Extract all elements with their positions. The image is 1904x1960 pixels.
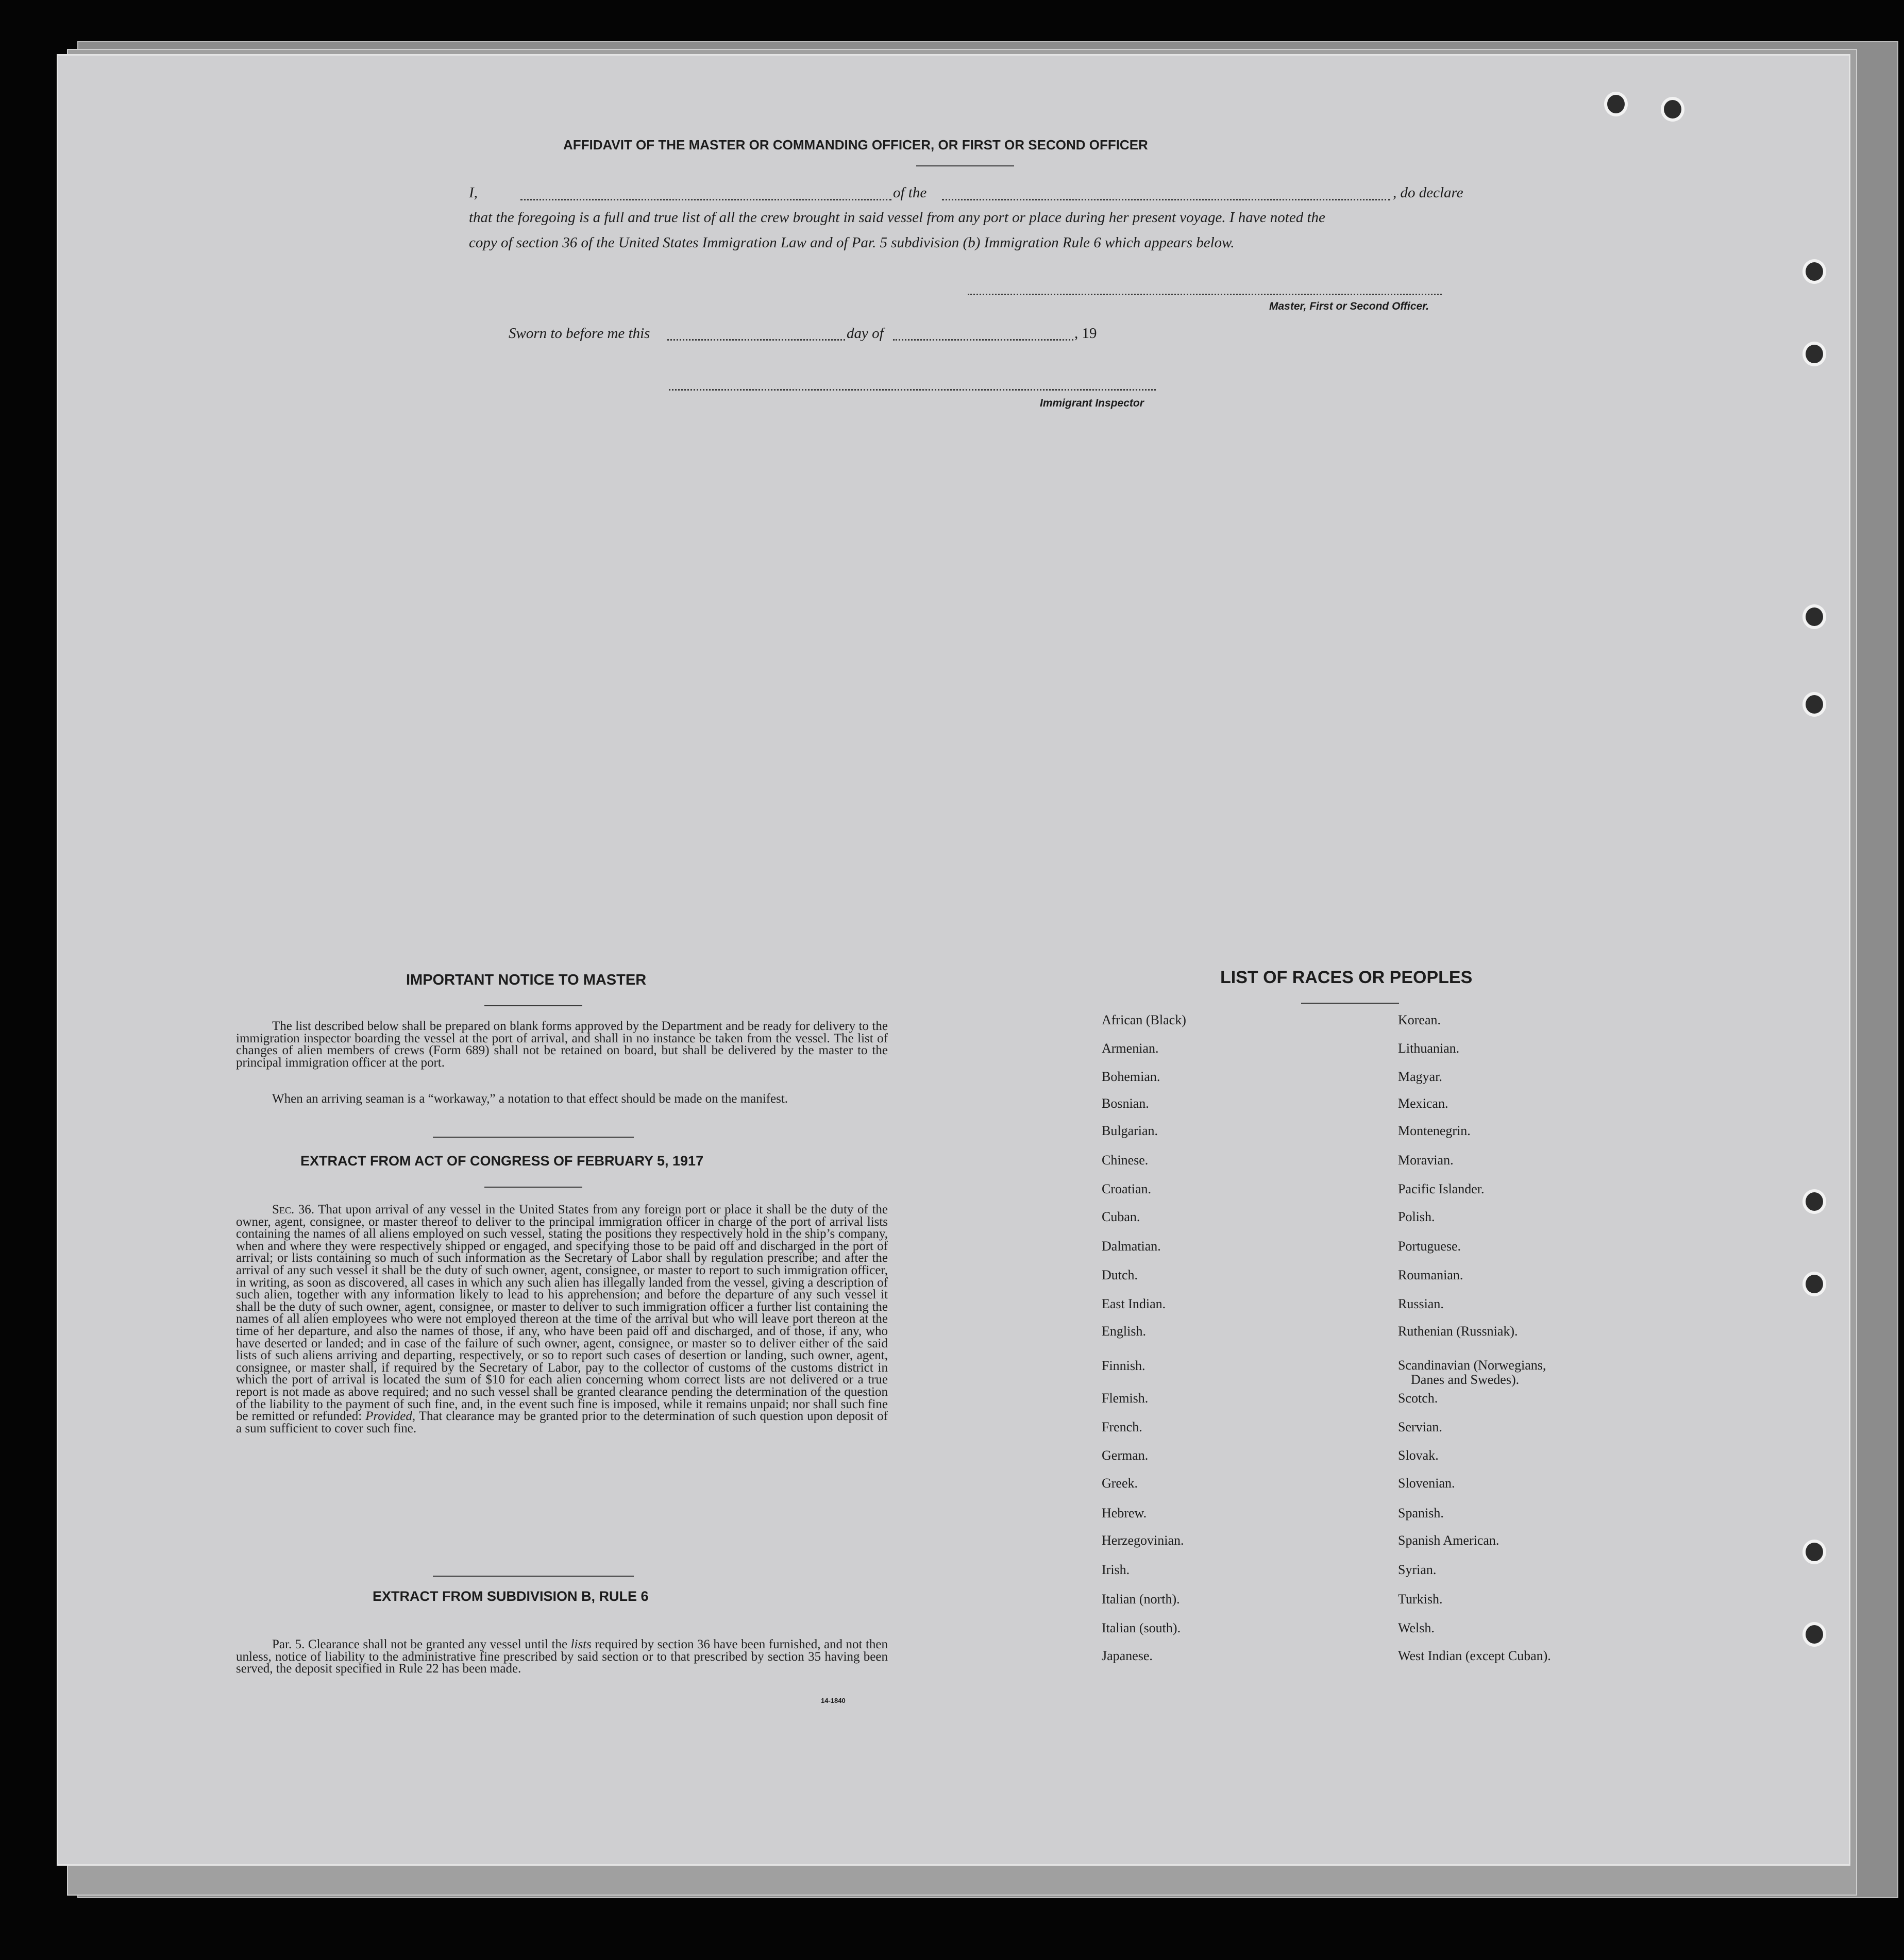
sworn-day-of: day of <box>847 325 884 342</box>
affidavit-declare: , do declare <box>1393 184 1463 201</box>
race-item: Pacific Islander. <box>1398 1181 1485 1196</box>
race-item: Spanish American. <box>1398 1533 1499 1548</box>
form-number: 14-1840 <box>821 1697 846 1704</box>
race-item: Bosnian. <box>1102 1096 1149 1111</box>
extract-act-title: EXTRACT FROM ACT OF CONGRESS OF FEBRUARY 5, 1917 <box>300 1153 704 1169</box>
affidavit-line-1 <box>469 184 478 201</box>
punch-hole-icon <box>1802 692 1826 717</box>
race-item: Welsh. <box>1398 1620 1435 1635</box>
race-item: Dutch. <box>1102 1268 1138 1282</box>
punch-hole-icon <box>1802 342 1826 366</box>
sworn-year: , 19 <box>1074 325 1097 342</box>
race-item: Japanese. <box>1102 1648 1153 1663</box>
name-blank[interactable] <box>520 199 891 200</box>
race-item: African (Black) <box>1102 1012 1186 1027</box>
race-item: German. <box>1102 1448 1149 1463</box>
punch-hole-icon <box>1802 604 1826 629</box>
race-item: French. <box>1102 1420 1142 1434</box>
vessel-blank[interactable] <box>942 199 1390 200</box>
divider <box>484 1187 582 1188</box>
race-item: Russian. <box>1398 1296 1444 1311</box>
affidavit-i: I, <box>469 184 478 201</box>
race-item: Slovak. <box>1398 1448 1439 1463</box>
race-item: Italian (south). <box>1102 1620 1181 1635</box>
section-label: Sec. 36. <box>272 1203 315 1216</box>
affidavit-title: AFFIDAVIT OF THE MASTER OR COMMANDING OFFICER, OR FIRST OR SECOND OFFICER <box>563 137 1148 153</box>
race-item: Korean. <box>1398 1012 1441 1027</box>
race-item: Magyar. <box>1398 1069 1442 1084</box>
punch-hole-icon <box>1802 1540 1826 1564</box>
divider <box>916 165 1014 166</box>
race-item: Cuban. <box>1102 1209 1140 1224</box>
extract-rule-text: Par. 5. Clearance shall not be granted any vessel until the lists required by section 36 have been furnished, and not then unless, notice of liability to the administrative fine prescribed by said section or to that prescribed by section 35 having been served, the deposit specified in Rule 22 has been made. <box>236 1637 888 1676</box>
divider <box>484 1005 582 1006</box>
race-item: Lithuanian. <box>1398 1041 1460 1056</box>
race-item: Syrian. <box>1398 1562 1437 1577</box>
extract-act-text: Sec. 36. That upon arrival of any vessel in the United States from any foreign port or place it shall be the duty of the owner, agent, consignee, or master thereof to deliver to the principal immigration officer in charge of the port of arrival lists containing the names of all aliens employed on such vessel, stating the positions they respectively hold in the ship’s company, when and where they were respectively shipped or engaged, and specifying those to be paid off and discharged in the port of arrival; or lists containing so much of such information as the Secretary of Labor shall by regulation prescribe; and after the arrival of any such vessel it shall be the duty of such owner, agent, consignee, or master to report to such immigration officer, in writing, as soon as discovered, all cases in which any such alien has illegally landed from the vessel, giving a description of such alien, together with any information likely to lead to his apprehension; and before the departure of any such vessel it shall be the duty of such owner, agent, consignee, or master to deliver to such immigration officer a further list containing the names of all alien employees who were not employed thereon at the time of the arrival but who will leave port thereon at the time of her departure, and also the names of those, if any, who have been paid off and discharged, and of those, if any, who have deserted or landed; and in case of the failure of such owner, agent, consignee, or master so to deliver either of the said lists of such aliens arriving and departing, respectively, or so to report such cases of desertion or landing, such owner, agent, consignee, or master shall, if required by the Secretary of Labor, pay to the collector of customs of the customs district in which the port of arrival is located the sum of $10 for each alien concerning whom correct lists are not delivered or a true report is not made as above required; and no such vessel shall be granted clearance pending the determination of the question of the liability to the payment of such fine, and, in the event such fine is imposed, while it remains unpaid; nor shall such fine be remitted or refunded: Provided, That clearance may be granted prior to the determination of such question upon deposit of a sum sufficient to cover such fine. <box>236 1203 888 1435</box>
race-item: Irish. <box>1102 1562 1130 1577</box>
race-item: Servian. <box>1398 1420 1442 1434</box>
extract-rule-title: EXTRACT FROM SUBDIVISION B, RULE 6 <box>373 1589 649 1604</box>
divider <box>433 1576 634 1577</box>
race-item: Armenian. <box>1102 1041 1159 1056</box>
punch-hole-icon <box>1661 97 1684 122</box>
sworn-day-blank[interactable] <box>667 339 845 341</box>
race-item: Moravian. <box>1398 1153 1454 1168</box>
inspector-caption: Immigrant Inspector <box>1040 397 1144 409</box>
notice-para-1: The list described below shall be prepared on blank forms approved by the Department and be ready for delivery to the immigration inspector boarding the vessel at the port of arrival, and shall in no instance be taken from the vessel. The list of changes of alien members of crews (Form 689) shall not be retained on board, but shall be delivered by the master to the principal immigration officer at the port. <box>236 1019 888 1070</box>
race-item: Italian (north). <box>1102 1592 1180 1607</box>
race-item: Spanish. <box>1398 1506 1444 1520</box>
race-item: Portuguese. <box>1398 1239 1461 1254</box>
race-item: Polish. <box>1398 1209 1435 1224</box>
punch-hole-icon <box>1604 92 1628 116</box>
inspector-blank[interactable] <box>669 389 1156 391</box>
notice-title: IMPORTANT NOTICE TO MASTER <box>406 972 647 988</box>
divider <box>433 1137 634 1138</box>
document-page <box>57 54 1850 1866</box>
race-item: Hebrew. <box>1102 1506 1147 1520</box>
race-item: Bohemian. <box>1102 1069 1160 1084</box>
sworn-month-blank[interactable] <box>893 339 1073 341</box>
divider <box>1301 1003 1399 1004</box>
race-item: Finnish. <box>1102 1358 1145 1373</box>
affidavit-of-the: of the <box>893 184 927 201</box>
race-item: Greek. <box>1102 1476 1138 1491</box>
race-item-continued: Danes and Swedes). <box>1411 1372 1520 1387</box>
punch-hole-icon <box>1802 1272 1826 1296</box>
race-item: Mexican. <box>1398 1096 1448 1111</box>
races-title: LIST OF RACES OR PEOPLES <box>1220 968 1473 987</box>
affidavit-line-3: copy of section 36 of the United States Immigration Law and of Par. 5 subdivision (b) Immigration Rule 6 which appears below. <box>469 234 1235 251</box>
race-item: Bulgarian. <box>1102 1123 1158 1138</box>
race-item: Slovenian. <box>1398 1476 1455 1491</box>
race-item: Flemish. <box>1102 1391 1149 1406</box>
affidavit-line-2: that the foregoing is a full and true list of all the crew brought in said vessel from any port or place during her present voyage. I have noted the <box>469 209 1325 226</box>
race-item: Herzegovinian. <box>1102 1533 1184 1548</box>
race-item: Montenegrin. <box>1398 1123 1471 1138</box>
race-item: Chinese. <box>1102 1153 1149 1168</box>
punch-hole-icon <box>1802 1189 1826 1214</box>
signature-caption: Master, First or Second Officer. <box>1269 300 1429 312</box>
race-item: East Indian. <box>1102 1296 1166 1311</box>
race-item: Roumanian. <box>1398 1268 1463 1282</box>
race-item: Ruthenian (Russniak). <box>1398 1324 1518 1339</box>
race-item: Scandinavian (Norwegians, <box>1398 1358 1546 1373</box>
race-item: West Indian (except Cuban). <box>1398 1648 1551 1663</box>
sworn-prefix: Sworn to before me this <box>509 325 650 342</box>
notice-para-2: When an arriving seaman is a “workaway,” a notation to that effect should be made on the manifest. <box>272 1092 788 1106</box>
race-item: Dalmatian. <box>1102 1239 1161 1254</box>
signature-blank[interactable] <box>968 294 1442 295</box>
race-item: English. <box>1102 1324 1146 1339</box>
race-item: Turkish. <box>1398 1592 1443 1607</box>
race-item: Scotch. <box>1398 1391 1438 1406</box>
punch-hole-icon <box>1802 1622 1826 1647</box>
punch-hole-icon <box>1802 259 1826 284</box>
race-item: Croatian. <box>1102 1181 1152 1196</box>
